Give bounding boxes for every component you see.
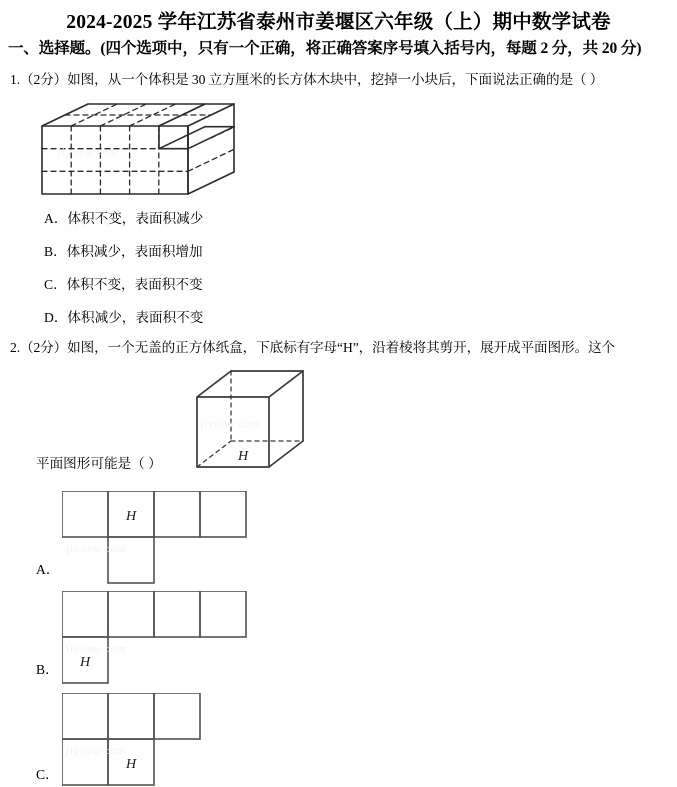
question-1-stem: 1.（2分）如图，从一个体积是 30 立方厘米的长方体木块中，挖掉一小块后，下面说法正确的是（ ） <box>10 72 604 87</box>
net-option-c <box>62 693 212 787</box>
option-b-key: B． <box>44 244 67 259</box>
option-a-key: A． <box>44 211 68 226</box>
net-option-a-svg <box>62 491 258 585</box>
option-d-text: 体积减少，表面积不变 <box>67 310 204 325</box>
net-b-watermark: jiyoou·com <box>66 643 127 655</box>
option-c-key: C． <box>44 277 67 292</box>
figure-watermark: jiyoou·com <box>58 146 119 158</box>
section-heading-multiple-choice: 一、选择题。(四个选项中，只有一个正确，将正确答案序号填入括号内，每题 2 分，共 20 分) <box>8 40 642 57</box>
net-b-label: H <box>79 655 91 670</box>
page-title: 2024-2025 学年江苏省泰州市姜堰区六年级（上）期中数学试卷 <box>66 12 611 33</box>
option-c-text: 体积不变，表面积不变 <box>66 277 203 292</box>
option-a-text: 体积不变，表面积减少 <box>67 211 204 226</box>
cube-bottom-label: H <box>237 449 249 464</box>
net-option-b-key: B． <box>36 662 59 677</box>
question-1-option-b <box>44 240 203 260</box>
net-a-label: H <box>125 509 137 524</box>
net-option-b-svg <box>62 591 258 685</box>
question-1-option-c <box>44 273 203 293</box>
question-1-option-a <box>44 207 203 227</box>
net-option-c-key: C． <box>36 767 59 782</box>
question-1-option-d <box>44 306 203 326</box>
net-c-watermark: jiyoou·com <box>66 745 127 757</box>
question-2-prompt: 平面图形可能是（ ） <box>36 456 162 471</box>
net-option-c-svg <box>62 693 212 787</box>
option-d-key: D． <box>44 310 68 325</box>
net-option-a <box>62 491 258 585</box>
net-a-watermark: jiyoou·com <box>66 543 127 555</box>
net-option-b <box>62 591 258 685</box>
net-c-label: H <box>125 757 137 772</box>
cube-figure-watermark: jiyoou·com <box>200 418 261 430</box>
question-2-stem: 2.（2分）如图，一个无盖的正方体纸盒，下底标有字母“H”，沿着棱将其剪开，展开成平面图形。这个 <box>10 340 616 355</box>
net-option-a-key: A． <box>36 562 60 577</box>
option-b-text: 体积减少，表面积增加 <box>66 244 203 259</box>
